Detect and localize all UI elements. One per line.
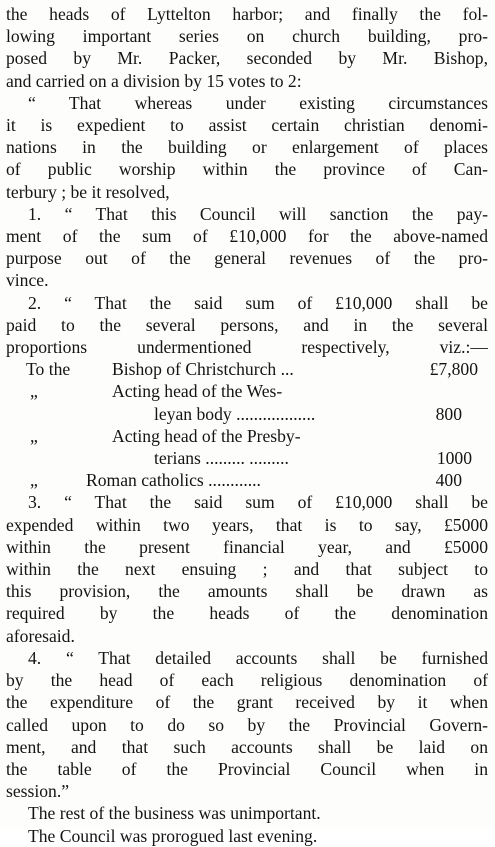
resolution-2-line-1: 2. “ That the said sum of £10,000 shall be	[28, 292, 488, 313]
allocation-amount: 1000	[436, 448, 472, 469]
ditto-mark: „	[30, 381, 38, 402]
resolution-1-line-3: purpose out of the general revenues of the pro-	[6, 248, 488, 269]
resolution-4-line-3: the expenditure of the grant received by it when	[6, 692, 488, 713]
resolution-2-line-2: paid to the several persons, and in the several	[6, 314, 488, 335]
allocation-row-presbyterian	[6, 425, 488, 447]
resolution-4-line-1: 4. “ That detailed accounts shall be furnished	[28, 647, 488, 668]
resolution-4-line-7: session.”	[6, 781, 70, 802]
ditto-mark: „	[30, 425, 38, 446]
resolution-3	[6, 491, 488, 646]
resolution-3-line-1: 3. “ That the said sum of £10,000 shall be	[28, 492, 488, 513]
allocation-lead: To the	[26, 359, 71, 380]
intro-paragraph	[6, 3, 488, 92]
allocation-list	[6, 358, 488, 491]
allocation-amount: 800	[435, 403, 462, 424]
intro-line-4: and carried on a division by 15 votes to 2:	[6, 70, 302, 91]
allocation-name: leyan body ..................	[154, 403, 316, 424]
allocation-name: Roman catholics ............	[86, 470, 261, 491]
resolution-4-line-2: by the head of each religious denomination of	[6, 670, 488, 691]
resolution-3-line-6: required by the heads of the denomination	[6, 603, 488, 624]
allocation-amount: £7,800	[429, 359, 478, 380]
resolution-1	[6, 203, 488, 292]
preamble-paragraph	[6, 92, 488, 203]
allocation-name: terians ......... .........	[154, 448, 289, 469]
preamble-line-2: it is expedient to assist certain christian denomi-	[6, 115, 488, 136]
resolution-3-line-2: expended within two years, that is to say, £5000	[6, 514, 488, 535]
allocation-row-roman-catholics	[6, 469, 488, 491]
resolution-3-line-4: within the next ensuing ; and that subject to	[6, 559, 488, 580]
closing-line-2: The Council was prorogued last evening.	[28, 825, 318, 846]
preamble-line-3: nations in the building or enlargement of places	[6, 137, 488, 158]
allocation-row-presbyterian-cont	[6, 447, 488, 469]
preamble-line-5: terbury ; be it resolved,	[6, 181, 170, 202]
allocation-name: Acting head of the Wes-	[112, 381, 283, 402]
resolution-1-line-4: vince.	[6, 270, 49, 291]
closing-paragraph	[6, 802, 488, 846]
resolution-4-line-4: called upon to do so by the Provincial Govern-	[6, 714, 488, 735]
intro-line-2: lowing important series on church building, pro-	[6, 26, 488, 47]
resolution-3-line-5: this provision, the amounts shall be drawn as	[6, 581, 488, 602]
resolution-1-line-1: 1. “ That this Council will sanction the pay-	[28, 203, 488, 224]
intro-line-3: posed by Mr. Packer, seconded by Mr. Bishop,	[6, 48, 488, 69]
resolution-3-line-7: aforesaid.	[6, 625, 75, 646]
allocation-row-wesleyan-cont	[6, 403, 488, 425]
allocation-row-wesleyan	[6, 380, 488, 402]
resolution-4-line-5: ment, and that such accounts shall be laid on	[6, 736, 488, 757]
allocation-amount: 400	[435, 470, 462, 491]
closing-line-1: The rest of the business was unimportant.	[28, 803, 321, 824]
resolution-3-line-3: within the present financial year, and £5000	[6, 536, 488, 557]
allocation-name: Acting head of the Presby-	[112, 425, 301, 446]
resolution-2	[6, 292, 488, 359]
resolution-2-line-3: proportions undermentioned respectively, viz.:—	[6, 337, 488, 358]
preamble-line-4: of public worship within the province of Can-	[6, 159, 488, 180]
ditto-mark: „	[30, 470, 38, 491]
resolution-4-line-6: the table of the Provincial Council when in	[6, 758, 488, 779]
resolution-4	[6, 647, 488, 802]
intro-line-1: the heads of Lyttelton harbor; and finally the fol-	[6, 4, 488, 24]
resolution-1-line-2: ment of the sum of £10,000 for the above-named	[6, 226, 488, 247]
preamble-line-1: “ That whereas under existing circumstances	[28, 92, 488, 113]
allocation-row-bishop	[6, 358, 488, 380]
allocation-name: Bishop of Christchurch ...	[112, 359, 294, 380]
